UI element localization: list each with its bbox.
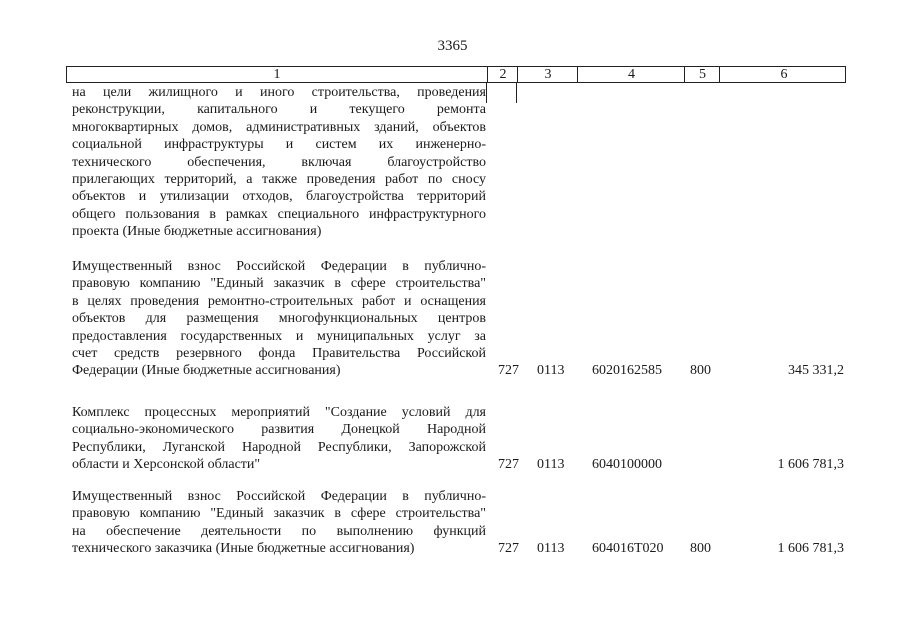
header-col-4: 4 xyxy=(577,67,685,82)
cell-rz: 0113 xyxy=(537,541,565,556)
cell-gr: 727 xyxy=(498,457,519,472)
row-description xyxy=(72,488,486,558)
description-line: Республики, Луганской Народной Республики, Запорожской xyxy=(72,439,486,455)
cell-sum: 1 606 781,3 xyxy=(777,541,844,556)
table-header xyxy=(66,66,846,83)
table-row xyxy=(72,404,852,474)
description-line: в целях проведения ремонтно-строительных работ и оснащения xyxy=(72,293,486,309)
description-line: правовую компанию "Единый заказчик в сфере строительства" xyxy=(72,276,486,292)
header-col-1: 1 xyxy=(273,67,281,82)
description-line: Комплекс процессных мероприятий "Создание условий для xyxy=(72,405,486,420)
description-line: технического обеспечения, включая благоустройство xyxy=(72,154,486,170)
header-col-2: 2 xyxy=(487,67,518,82)
description-line: объектов и утилизации отходов, благоустройства территорий xyxy=(72,189,486,205)
table-row xyxy=(72,488,852,558)
description-line: области и Херсонской области" xyxy=(72,457,261,473)
header-col-5: 5 xyxy=(684,67,720,82)
description-line: проекта (Иные бюджетные ассигнования) xyxy=(72,224,322,240)
description-line: реконструкции, капитального и текущего ремонта xyxy=(72,102,486,118)
cell-gr: 727 xyxy=(498,363,519,378)
cell-cs: 604016Т020 xyxy=(592,541,664,556)
description-line: на обеспечение деятельности по выполнению функций xyxy=(72,523,486,539)
description-line: прилегающих территорий, а также проведения работ по сносу xyxy=(72,172,486,188)
description-line: общего пользования в рамках специального инфраструктурного xyxy=(72,206,486,222)
row-description xyxy=(72,404,486,474)
description-line: Имущественный взнос Российской Федерации в публично- xyxy=(72,259,486,274)
cell-gr: 727 xyxy=(498,541,519,556)
description-line: социальной инфраструктуры и систем их инженерно- xyxy=(72,137,486,153)
description-line: счет средств резервного фонда Правительства Российской xyxy=(72,346,486,362)
description-line: многоквартирных домов, административных зданий, объектов xyxy=(72,119,486,135)
cell-rz: 0113 xyxy=(537,457,565,472)
description-line: предоставления государственных и муниципальных услуг за xyxy=(72,328,486,344)
page-number: 3365 xyxy=(437,38,468,54)
cell-cs: 6040100000 xyxy=(592,457,662,472)
cell-sum: 345 331,2 xyxy=(788,363,844,378)
description-line: Имущественный взнос Российской Федерации в публично- xyxy=(72,489,486,504)
cell-vr: 800 xyxy=(690,541,711,556)
header-col-6: 6 xyxy=(719,67,848,82)
cell-rz: 0113 xyxy=(537,363,565,378)
description-line: Федерации (Иные бюджетные ассигнования) xyxy=(72,363,341,379)
description-line: на цели жилищного и иного строительства, проведения xyxy=(72,85,486,100)
row-description xyxy=(72,258,486,380)
cell-cs: 6020162585 xyxy=(592,363,662,378)
description-line: правовую компанию "Единый заказчик в сфере строительства" xyxy=(72,506,486,522)
table-row xyxy=(72,84,852,241)
cell-vr: 800 xyxy=(690,363,711,378)
cell-sum: 1 606 781,3 xyxy=(777,457,844,472)
header-col-3: 3 xyxy=(517,67,578,82)
description-line: объектов для размещения многофункциональных центров xyxy=(72,311,486,327)
description-line: технического заказчика (Иные бюджетные ассигнования) xyxy=(72,541,415,557)
description-line: социально-экономического развития Донецкой Народной xyxy=(72,422,486,438)
table-row xyxy=(72,258,852,380)
row-description xyxy=(72,84,486,241)
